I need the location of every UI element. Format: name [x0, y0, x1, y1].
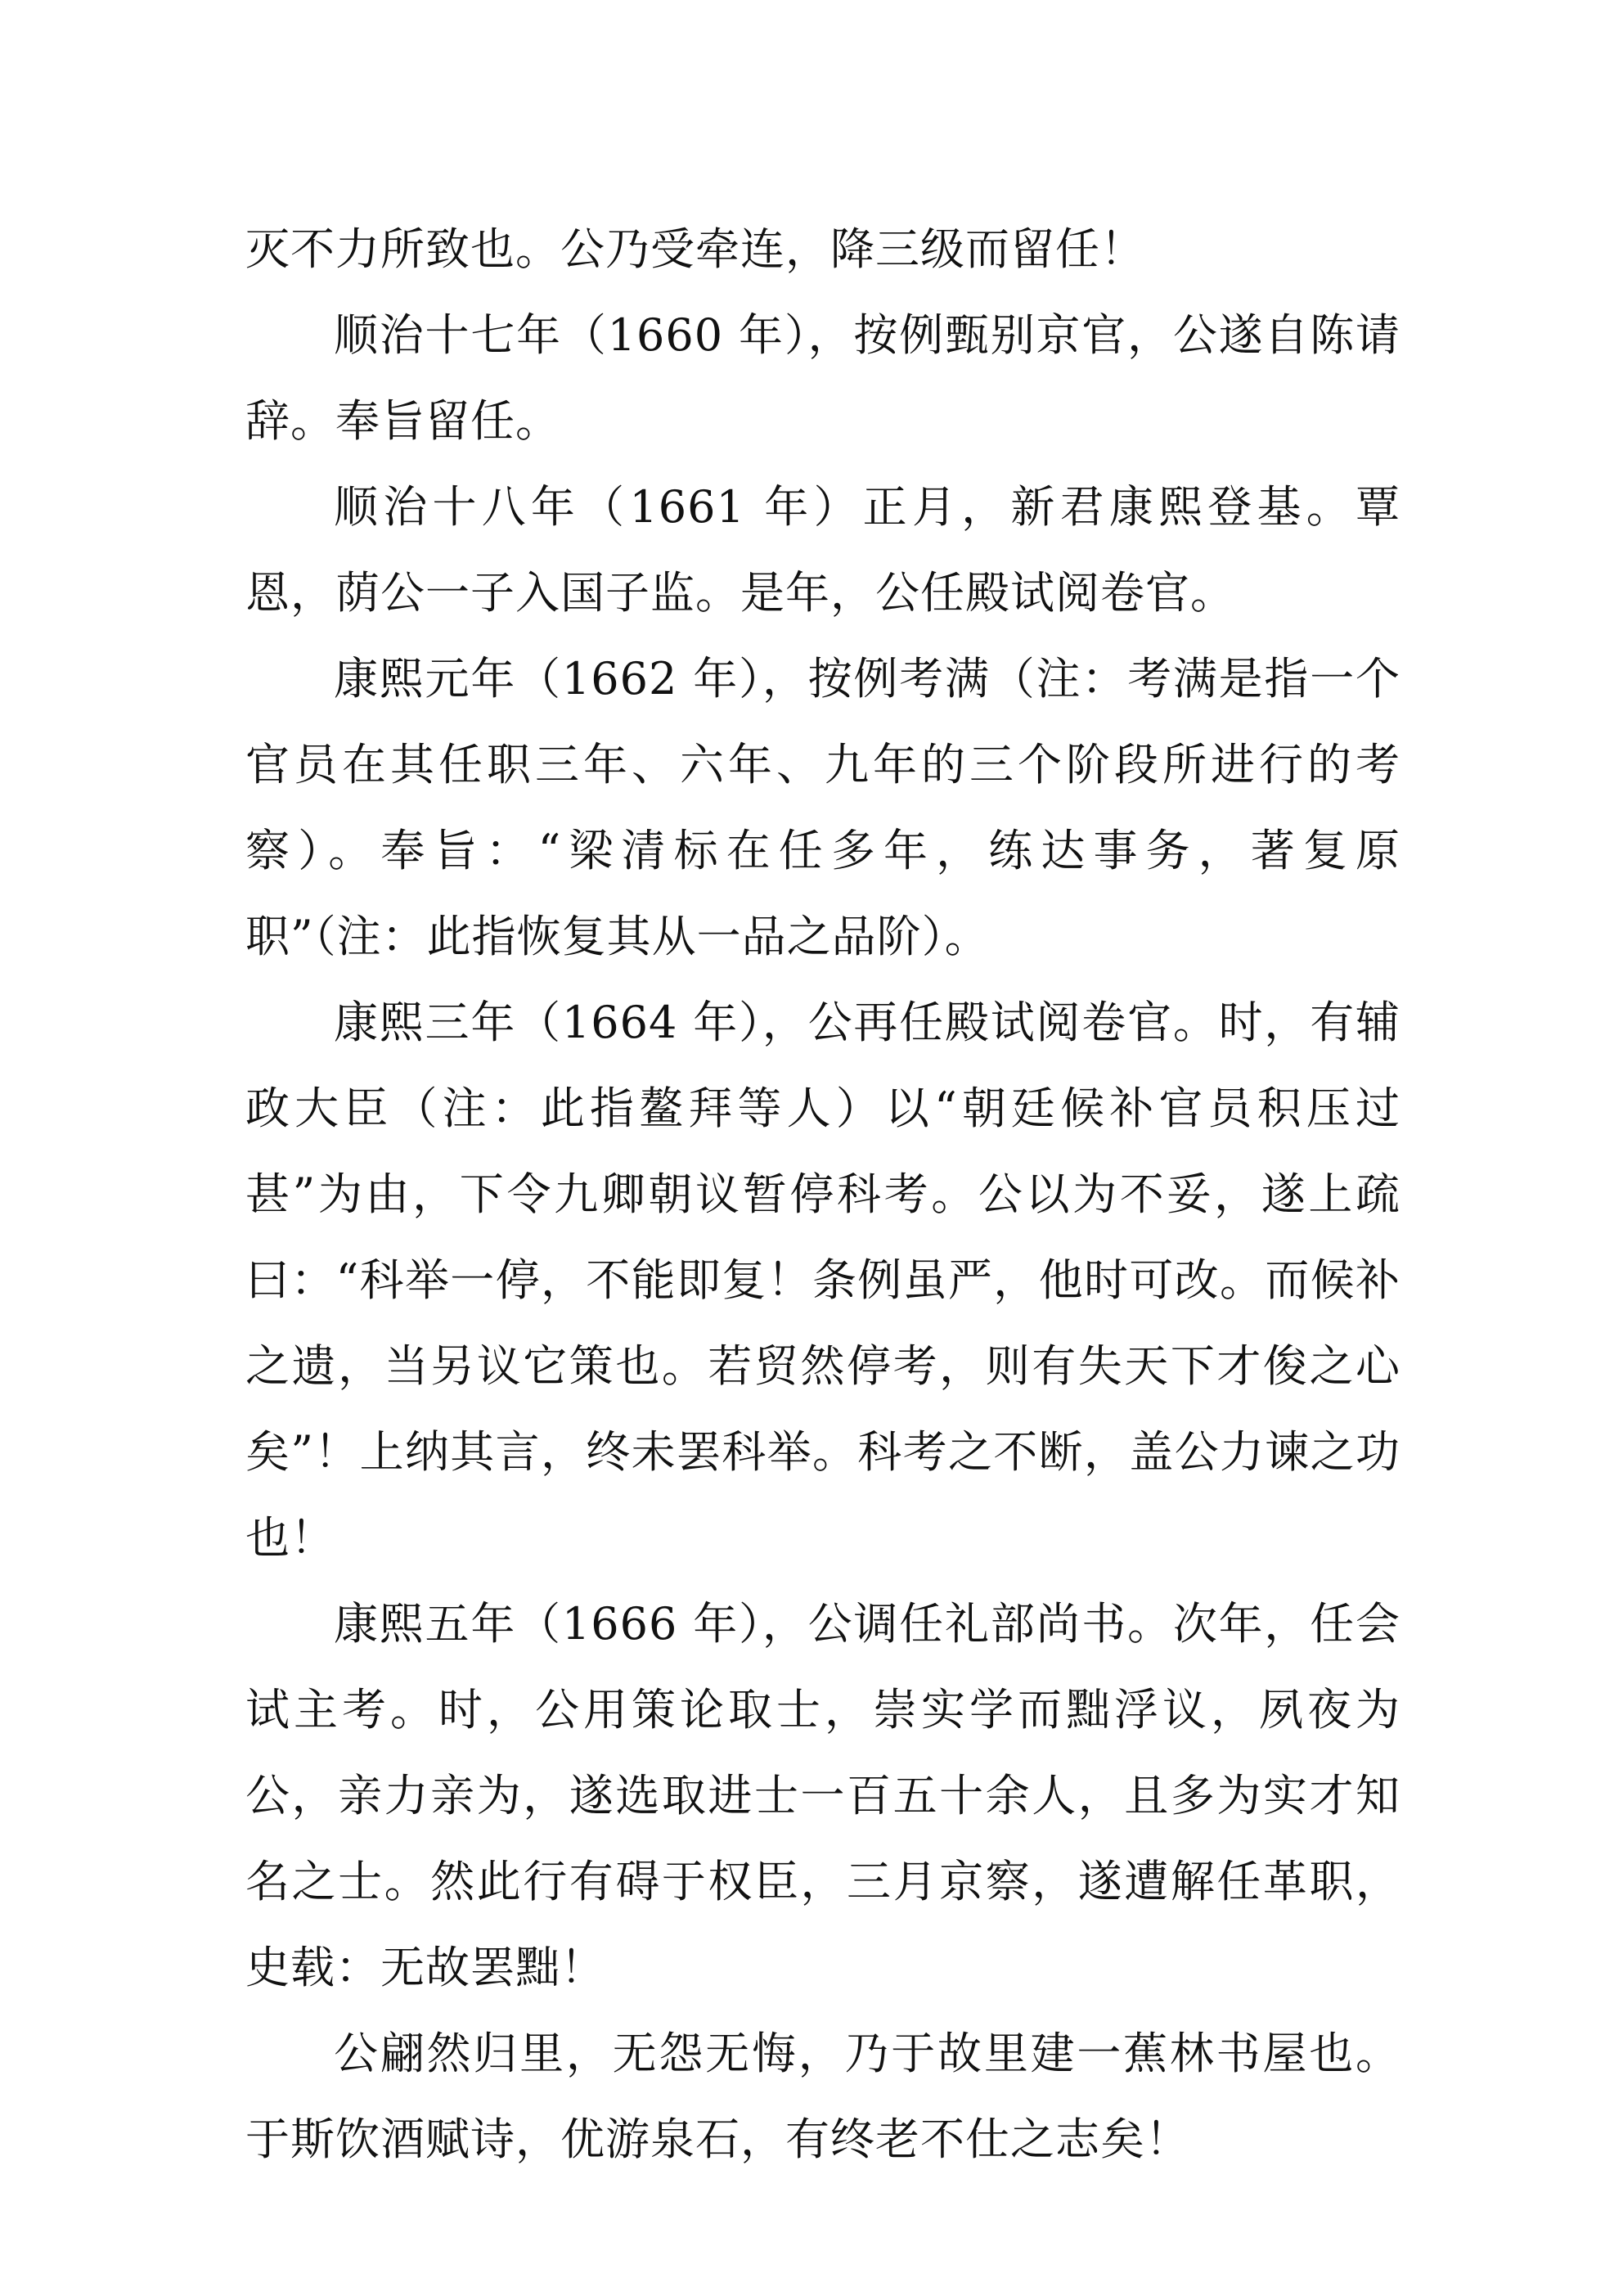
body-text — [245, 206, 1400, 2182]
paragraph-shunzhi-18: 顺治十八年（1661 年）正月，新君康熙登基。覃恩，荫公一子入国子监。是年，公任殿试阅卷官。 — [245, 481, 1400, 619]
paragraph-shunzhi-17: 顺治十七年（1660 年），按例甄别京官，公遂自陈请辞。奉旨留任。 — [245, 309, 1400, 447]
paragraph-return-home: 公翩然归里，无怨无悔，乃于故里建一蕉林书屋也。于斯饮酒赋诗，优游泉石，有终老不仕之志矣！ — [245, 2028, 1400, 2165]
paragraph-continuation: 灭不力所致也。公乃受牵连，降三级而留任！ — [245, 223, 1145, 275]
paragraph-kangxi-1: 康熙元年（1662 年），按例考满（注：考满是指一个官员在其任职三年、六年、九年的三个阶段所进行的考察）。奉旨：“梁清标在任多年，练达事务，著复原职”（注：此指恢复其从一品之品阶）。 — [245, 653, 1400, 962]
paragraph-kangxi-5: 康熙五年（1666 年），公调任礼部尚书。次年，任会试主考。时，公用策论取士，崇实学而黜浮议，夙夜为公，亲力亲为，遂选取进士一百五十余人，且多为实才知名之士。然此行有碍于权臣，三月京察，遂遭解任革职，史载：无故罢黜！ — [245, 1598, 1400, 1993]
paragraph-kangxi-3: 康熙三年（1664 年），公再任殿试阅卷官。时，有辅政大臣（注：此指鳌拜等人）以“朝廷候补官员积压过甚”为由，下令九卿朝议暂停科考。公以为不妥，遂上疏曰：“科举一停，不能即复！条例虽严，他时可改。而候补之遗，当另议它策也。若贸然停考，则有失天下才俊之心矣”！上纳其言，终未罢科举。科考之不断，盖公力谏之功也！ — [245, 997, 1400, 1564]
